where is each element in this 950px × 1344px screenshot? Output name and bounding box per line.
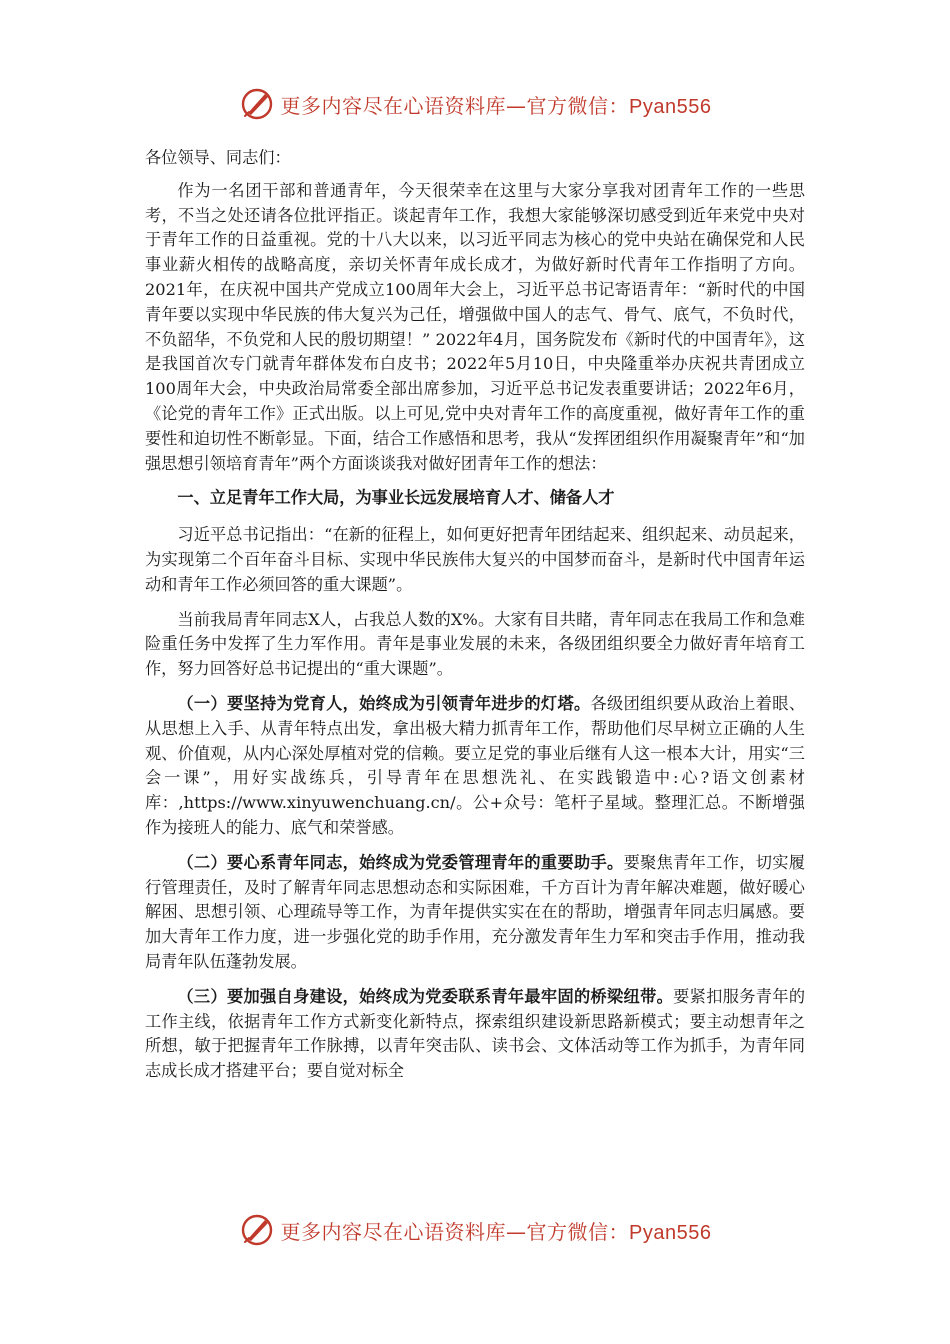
item-3-lead: （三）要加强自身建设，始终成为党委联系青年最牢固的桥梁纽带。 [177, 986, 674, 1006]
salutation: 各位领导、同志们： [145, 148, 291, 167]
header-banner-id: Pyan556 [629, 95, 712, 118]
item-3-paragraph [145, 985, 805, 1084]
section-heading-1: 一、立足青年工作大局，为事业长远发展培育人才、储备人才 [177, 488, 615, 508]
footer-banner-content [239, 1212, 712, 1248]
current-status-paragraph: 当前我局青年同志X人，占我总人数的X%。大家有目共睹，青年同志在我局工作和急难险重任务中发挥了生力军作用。青年是事业发展的未来，各级团组织要全力做好青年培育工作，努力回答好总书记提出的“重大课题”。 [145, 609, 805, 679]
item-1-paragraph [145, 692, 805, 841]
item-1-lead: （一）要坚持为党育人，始终成为引领青年进步的灯塔。 [177, 693, 591, 713]
document-body [145, 146, 805, 1084]
quill-logo-icon [239, 86, 275, 122]
header-banner-content [239, 86, 712, 122]
item-1-body: 各级团组织要从政治上着眼、从思想上入手、从青年特点出发，拿出极大精力抓青年工作，帮助他们尽早树立正确的人生观、价值观，从内心深处厚植对党的信赖。要立足党的事业后继有人这一根本大计，用实“三会一课”，用好实战练兵，引导青年在思想洗礼、在实践锻造中:心?语文创素材库：,https://www.xinyuwenchuang.cn/。公+众号：笔杆子星域。整理汇总。不断增强作为接班人的能力、底气和荣誉感。 [145, 693, 806, 837]
header-banner [0, 84, 950, 124]
header-banner-text: 更多内容尽在心语资料库—官方微信：Pyan556 [280, 93, 712, 118]
item-3-body: 要紧扣服务青年的工作主线，依据青年工作方式新变化新特点，探索组织建设新思路新模式；要主动想青年之所想，敏于把握青年工作脉搏，以青年突击队、读书会、文体活动等工作为抓手，为青年同志成长成才搭建平台；要自觉对标全 [145, 986, 806, 1081]
item-2-body: 要聚焦青年工作，切实履行管理责任，及时了解青年同志思想动态和实际困难，千方百计为青年解决难题，做好暖心解困、思想引领、心理疏导等工作，为青年提供实实在在的帮助，增强青年同志归属感。要加大青年工作力度，进一步强化党的助手作用，充分激发青年生力军和突击手作用，推动我局青年队伍蓬勃发展。 [145, 852, 805, 971]
footer-banner-id: Pyan556 [629, 1221, 712, 1244]
intro-paragraph: 作为一名团干部和普通青年，今天很荣幸在这里与大家分享我对团青年工作的一些思考，不当之处还请各位批评指正。谈起青年工作，我想大家能够深切感受到近年来党中央对于青年工作的日益重视。党的十八大以来，以习近平同志为核心的党中央站在确保党和人民事业薪火相传的战略高度，亲切关怀青年成长成才，为做好新时代青年工作指明了方向。2021年，在庆祝中国共产党成立100周年大会上，习近平总书记寄语青年：“新时代的中国青年要以实现中华民族的伟大复兴为己任，增强做中国人的志气、骨气、底气，不负时代，不负韶华，不负党和人民的殷切期望！” 2022年4月，国务院发布《新时代的中国青年》，这是我国首次专门就青年群体发布白皮书；2022年5月10日，中央隆重举办庆祝共青团成立100周年大会，中央政治局常委全部出席参加，习近平总书记发表重要讲话；2022年6月，《论党的青年工作》正式出版。以上可见,党中央对青年工作的高度重视，做好青年工作的重要性和迫切性不断彰显。下面，结合工作感悟和思考，我从“发挥团组织作用凝聚青年”和“加强思想引领培育青年”两个方面谈谈我对做好团青年工作的想法： [145, 180, 805, 473]
item-2-lead: （二）要心系青年同志，始终成为党委管理青年的重要助手。 [177, 852, 624, 872]
quill-logo-icon [239, 1212, 275, 1248]
quote-paragraph: 习近平总书记指出：“在新的征程上，如何更好把青年团结起来、组织起来、动员起来，为实现第二个百年奋斗目标、实现中华民族伟大复兴的中国梦而奋斗，是新时代中国青年运动和青年工作必须回答的重大课题”。 [145, 525, 805, 594]
footer-banner-text: 更多内容尽在心语资料库—官方微信：Pyan556 [280, 1219, 712, 1244]
footer-banner [0, 1210, 950, 1250]
item-2-paragraph [145, 851, 805, 975]
